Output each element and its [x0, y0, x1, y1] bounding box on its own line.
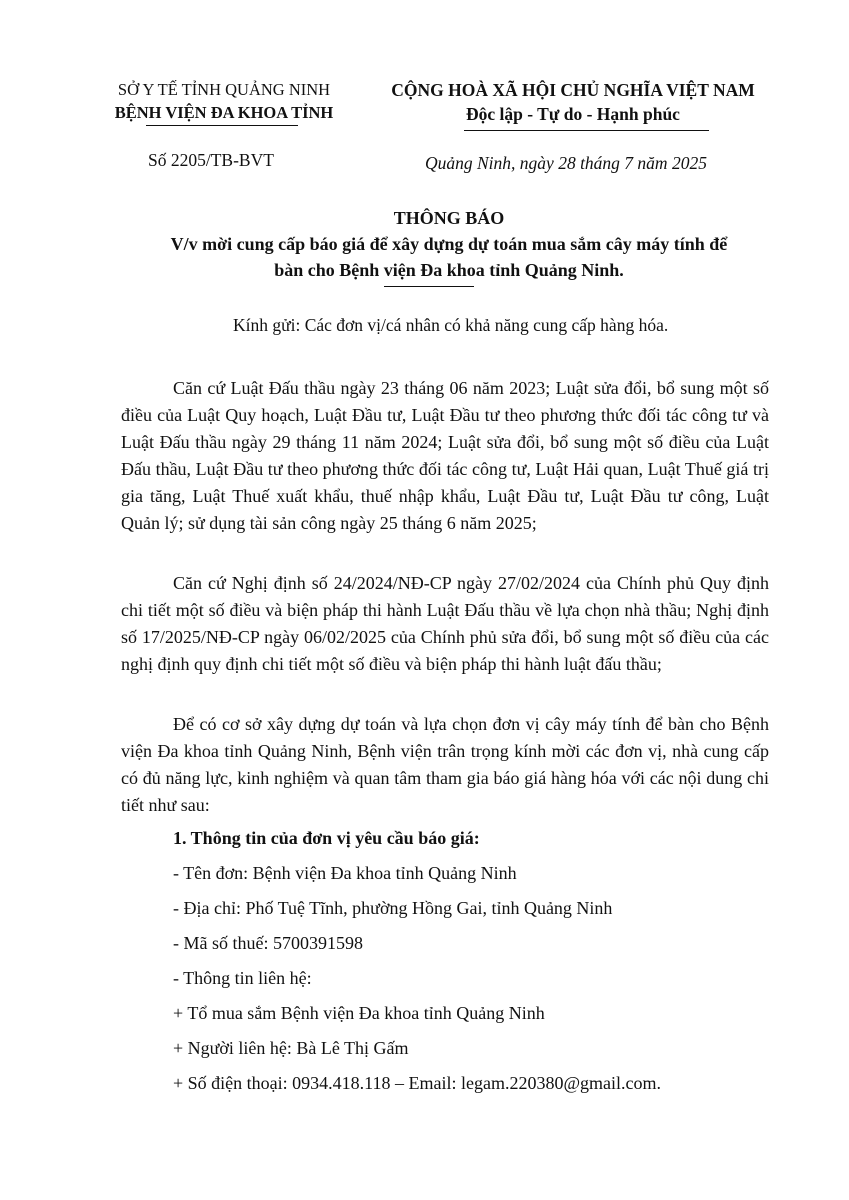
- hospital-name: BỆNH VIỆN ĐA KHOA TỈNH: [114, 103, 334, 122]
- org-underline: [146, 125, 298, 126]
- info-item-address: - Địa chỉ: Phố Tuệ Tĩnh, phường Hồng Gai, tỉnh Quảng Ninh: [173, 898, 613, 918]
- parent-agency: SỞ Y TẾ TỈNH QUẢNG NINH: [117, 80, 331, 99]
- section-heading: 1. Thông tin của đơn vị yêu cầu báo giá:: [173, 828, 480, 848]
- info-item-procurement-team: + Tổ mua sắm Bệnh viện Đa khoa tỉnh Quảng Ninh: [173, 1003, 545, 1023]
- title-heading: THÔNG BÁO: [393, 208, 505, 228]
- subject-line: bàn cho Bệnh viện Đa khoa tỉnh Quảng Ninh.: [274, 260, 624, 280]
- legal-basis-paragraph: Căn cứ Luật Đấu thầu ngày 23 tháng 06 năm 2023; Luật sửa đổi, bổ sung một số điều của Luật Quy hoạch, Luật Đầu tư, Luật Đầu tư theo phương thức đối tác công tư và Luật Đấu thầu ngày 29 tháng 11 năm 2024; Luật sửa đổi, bổ sung một số điều của Luật Đấu thầu, Luật Đầu tư theo phương thức đối tác công tư, Luật Hải quan, Luật Thuế giá trị gia tăng, Luật Thuế xuất khẩu, thuế nhập khẩu, Luật Đầu tư, Luật Đầu tư công, Luật Quản lý; sử dụng tài sản công ngày 25 tháng 6 năm 2025;: [121, 378, 769, 533]
- document-title: [120, 205, 778, 283]
- info-item-contact-heading: - Thông tin liên hệ:: [173, 968, 312, 988]
- info-item-tax-code: - Mã số thuế: 5700391598: [173, 933, 363, 953]
- document-date: Quảng Ninh, ngày 28 tháng 7 năm 2025: [425, 153, 707, 173]
- national-motto: [380, 78, 766, 126]
- decree-basis-paragraph: Căn cứ Nghị định số 24/2024/NĐ-CP ngày 27/02/2024 của Chính phủ Quy định chi tiết một số điều và biện pháp thi hành Luật Đấu thầu về lựa chọn nhà thầu; Nghị định số 17/2025/NĐ-CP ngày 06/02/2025 của Chính phủ sửa đổi, bổ sung một số điều của các nghị định quy định chi tiết một số điều và biện pháp thi hành luật đấu thầu;: [121, 573, 769, 674]
- document-number: Số 2205/TB-BVT: [148, 150, 274, 170]
- title-divider: [384, 286, 474, 287]
- motto: Độc lập - Tự do - Hạnh phúc: [466, 104, 680, 124]
- country-name: CỘNG HOÀ XÃ HỘI CHỦ NGHĨA VIỆT NAM: [391, 80, 755, 100]
- info-item-phone-email: + Số điện thoại: 0934.418.118 – Email: legam.220380@gmail.com.: [173, 1073, 662, 1093]
- info-item-contact-person: + Người liên hệ: Bà Lê Thị Gấm: [173, 1038, 409, 1058]
- invitation-paragraph: Để có cơ sở xây dựng dự toán và lựa chọn đơn vị cây máy tính để bàn cho Bệnh viện Đa khoa tỉnh Quảng Ninh, Bệnh viện trân trọng kính mời các đơn vị, nhà cung cấp có đủ năng lực, kinh nghiệm và quan tâm tham gia báo giá hàng hóa với các nội dung chi tiết như sau:: [121, 714, 769, 815]
- motto-underline: [464, 130, 709, 131]
- subject-line: V/v mời cung cấp báo giá để xây dựng dự toán mua sắm cây máy tính để: [170, 234, 728, 254]
- recipient-line: Kính gửi: Các đơn vị/cá nhân có khả năng cung cấp hàng hóa.: [233, 315, 669, 335]
- info-item-unit-name: - Tên đơn: Bệnh viện Đa khoa tỉnh Quảng Ninh: [173, 863, 517, 883]
- issuing-organization: [78, 78, 370, 124]
